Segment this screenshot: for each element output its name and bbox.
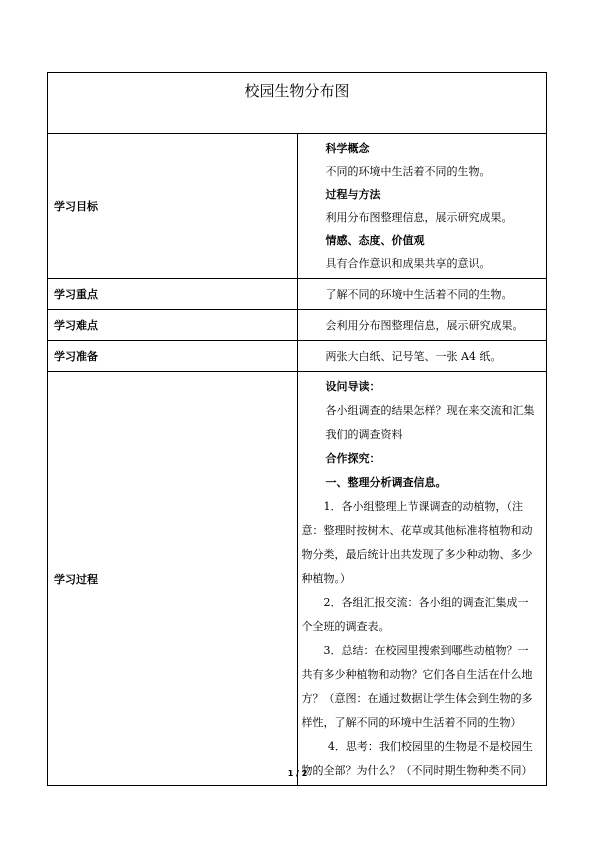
preparation-text: 两张大白纸、记号笔、一张 A4 纸。 [297,341,547,372]
intro-heading: 设问导读： [325,380,381,393]
key-point-label: 学习重点 [48,279,298,310]
attitude-heading: 情感、态度、价值观 [325,234,425,247]
concept-heading: 科学概念 [325,142,370,155]
difficulty-text: 会利用分布图整理信息，展示研究成果。 [297,310,547,341]
attitude-text: 具有合作意识和成果共享的意识。 [325,257,491,270]
preparation-row [48,341,547,372]
page-number: 1 / 2 [287,769,308,778]
lesson-plan-table [47,72,547,786]
key-point-row [48,279,547,310]
title-row [48,73,547,134]
document-title: 校园生物分布图 [244,82,350,100]
objectives-label: 学习目标 [48,134,298,279]
process-item-2: 2．各组汇报交流：各小组的调查汇集成一个全班的调查表。 [301,596,529,633]
objectives-row [48,134,547,279]
section-heading: 一、整理分析调查信息。 [325,476,447,489]
preparation-label: 学习准备 [48,341,298,372]
intro-text: 各小组调查的结果怎样？现在来交流和汇集我们的调查资料 [325,404,535,441]
coop-heading: 合作探究： [325,452,381,465]
process-item-4: 4．思考：我们校园里的生物是不是校园生物的全部？为什么？（不同时期生物种类不同） [301,740,533,777]
key-point-text: 了解不同的环境中生活着不同的生物。 [297,279,547,310]
process-item-1: 1．各小组整理上节课调查的动植物，（注意：整理时按树木、花草或其他标准将植物和动物分类，最后统计出共发现了多少种动物、多少种植物。） [301,500,533,585]
difficulty-label: 学习难点 [48,310,298,341]
process-label: 学习过程 [48,372,298,786]
method-text: 利用分布图整理信息，展示研究成果。 [325,211,513,224]
concept-text: 不同的环境中生活着不同的生物。 [325,165,491,178]
process-row [48,372,547,786]
process-item-3: 3．总结：在校园里搜索到哪些动植物？一共有多少种植物和动物？它们各自生活在什么地方？（意图：在通过数据让学生体会到生物的多样性，了解不同的环境中生活着不同的生物） [301,644,533,729]
method-heading: 过程与方法 [325,188,381,201]
difficulty-row [48,310,547,341]
